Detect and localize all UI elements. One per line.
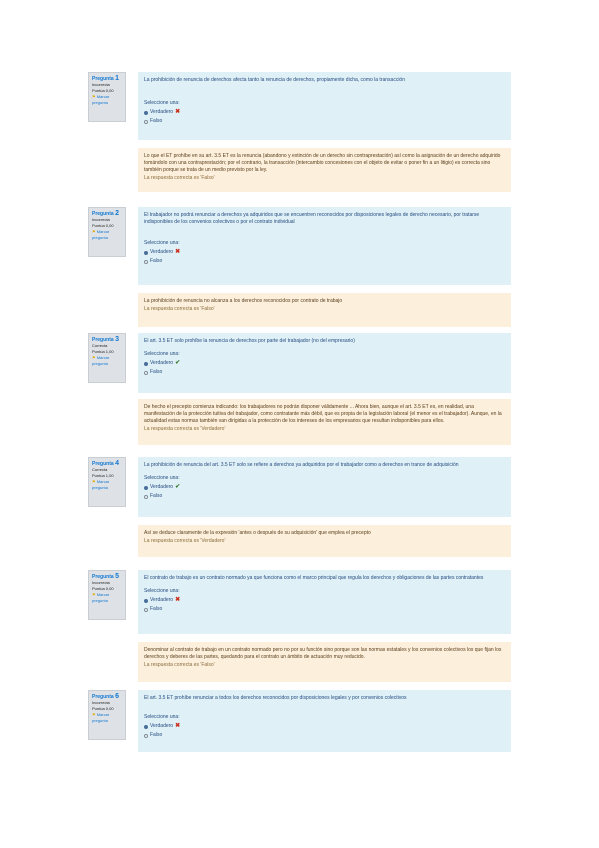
radio-button[interactable] bbox=[144, 120, 148, 124]
question-text: El trabajador no podrá renunciar a derechos ya adquiridos que se encuentren reconocidos por disposiciones legales de derecho necesario, por tratarse indisponibles de los convenios colectivos o por el contrato individual bbox=[144, 212, 480, 225]
answer-option-true[interactable]: Verdadero ✔ bbox=[144, 484, 505, 491]
correct-icon: ✔ bbox=[175, 484, 181, 490]
answer-option-true[interactable]: Verdadero ✖ bbox=[144, 249, 505, 256]
feedback-text: Lo que el ET prohíbe en su art. 3.5 ET es la renuncia (abandono y extinción de un derecho sin contraprestación) así como la asignación de un derecho adquirido tomándolo con una contraprestación; por el contrario, la transacción (intercambio concesiones con el objeto de evitar o poner fin a un litigio) es correcta sino también porque se trata de un medio previsto por la ley. bbox=[144, 153, 501, 173]
radio-button[interactable] bbox=[144, 371, 148, 375]
radio-button[interactable] bbox=[144, 486, 148, 490]
question-feedback bbox=[138, 293, 511, 327]
question-info bbox=[88, 457, 126, 507]
correct-answer: La respuesta correcta es 'Falso' bbox=[144, 662, 215, 668]
flag-question-button[interactable]: ⚑ Marcar pregunta bbox=[92, 355, 110, 366]
flag-icon: ⚑ bbox=[92, 355, 96, 360]
question-feedback bbox=[138, 399, 511, 445]
question-score: Puntúa 0,00 bbox=[92, 706, 114, 711]
feedback-text: Así se deduce claramente de la expresión 'antes o después de su adquisición' que emplea el precepto bbox=[144, 530, 371, 536]
question-status: Correcta bbox=[92, 343, 108, 348]
question-score: Puntúa 1,00 bbox=[92, 349, 114, 354]
question-number: Pregunta 2 bbox=[92, 210, 119, 217]
question-status: Incorrecta bbox=[92, 217, 110, 222]
correct-answer: La respuesta correcta es 'Falso' bbox=[144, 175, 215, 181]
feedback-text: De hecho el precepto comienza indicando: los trabajadores no podrán disponer válidamente ... Ahora bien, aunque el art. 3.5 ET es, en realidad, una manifestación de la protección tuitiva del trabajador, como contratante más débil, que es propia de la legislación laboral (el menor es el trabajador). Aunque, en la actualidad estas normas también van dirigidas a la protección de los intereses de los empresarios que resultan indisponibles para ellos. bbox=[144, 404, 502, 424]
question-score: Puntúa 1,00 bbox=[92, 473, 114, 478]
question-text: El art. 3.5 ET solo prohíbe la renuncia de derechos por parte del trabajador (no del empresario) bbox=[144, 338, 355, 344]
question-number: Pregunta 4 bbox=[92, 460, 119, 467]
radio-button[interactable] bbox=[144, 362, 148, 366]
answer-prompt: Seleccione una: bbox=[144, 351, 180, 357]
radio-button[interactable] bbox=[144, 111, 148, 115]
answer-prompt: Seleccione una: bbox=[144, 100, 180, 106]
flag-icon: ⚑ bbox=[92, 229, 96, 234]
question-status: Incorrecta bbox=[92, 82, 110, 87]
answer-prompt: Seleccione una: bbox=[144, 588, 180, 594]
radio-button[interactable] bbox=[144, 260, 148, 264]
incorrect-icon: ✖ bbox=[175, 109, 181, 115]
answer-prompt: Seleccione una: bbox=[144, 714, 180, 720]
radio-button[interactable] bbox=[144, 608, 148, 612]
question-content bbox=[138, 207, 511, 285]
answer-option-true[interactable]: Verdadero ✖ bbox=[144, 723, 505, 730]
question-number: Pregunta 5 bbox=[92, 573, 119, 580]
question-number: Pregunta 3 bbox=[92, 336, 119, 343]
radio-button[interactable] bbox=[144, 734, 148, 738]
incorrect-icon: ✖ bbox=[175, 723, 181, 729]
question-info bbox=[88, 570, 126, 620]
question-content bbox=[138, 457, 511, 517]
radio-button[interactable] bbox=[144, 725, 148, 729]
question-text: La prohibición de renuncia de derechos afecta tanto la renuncia de derechos, propiamente dicha, como la transacción bbox=[144, 77, 405, 83]
radio-button[interactable] bbox=[144, 599, 148, 603]
answer-option-false[interactable]: Falso bbox=[144, 606, 505, 613]
question-status: Correcta bbox=[92, 467, 108, 472]
answer-option-false[interactable]: Falso bbox=[144, 258, 505, 265]
question-info bbox=[88, 72, 126, 122]
feedback-text: La prohibición de renuncia no alcanza a los derechos reconocidos por contrato de trabajo bbox=[144, 298, 343, 304]
answer-option-true[interactable]: Verdadero ✖ bbox=[144, 597, 505, 604]
answer-option-false[interactable]: Falso bbox=[144, 732, 505, 739]
question-content bbox=[138, 333, 511, 393]
flag-question-button[interactable]: ⚑ Marcar pregunta bbox=[92, 229, 110, 240]
flag-question-button[interactable]: ⚑ Marcar pregunta bbox=[92, 712, 110, 723]
answer-option-false[interactable]: Falso bbox=[144, 493, 505, 500]
question-info bbox=[88, 333, 126, 383]
question-score: Puntúa 0,00 bbox=[92, 223, 114, 228]
correct-answer: La respuesta correcta es 'Verdadero' bbox=[144, 538, 226, 544]
flag-icon: ⚑ bbox=[92, 712, 96, 717]
question-number: Pregunta 1 bbox=[92, 75, 119, 82]
flag-icon: ⚑ bbox=[92, 94, 96, 99]
question-score: Puntúa 0,00 bbox=[92, 88, 114, 93]
flag-question-button[interactable]: ⚑ Marcar pregunta bbox=[92, 94, 110, 105]
answer-option-true[interactable]: Verdadero ✔ bbox=[144, 360, 505, 367]
question-info bbox=[88, 207, 126, 257]
flag-icon: ⚑ bbox=[92, 479, 96, 484]
question-content bbox=[138, 570, 511, 634]
question-feedback bbox=[138, 525, 511, 557]
flag-question-button[interactable]: ⚑ Marcar pregunta bbox=[92, 479, 110, 490]
question-text: El art. 3.5 ET prohíbe renunciar a todos los derechos reconocidos por disposiciones legales y por convenios colectivos bbox=[144, 695, 407, 701]
answer-option-true[interactable]: Verdadero ✖ bbox=[144, 109, 505, 116]
question-status: Incorrecta bbox=[92, 580, 110, 585]
question-content bbox=[138, 72, 511, 140]
correct-icon: ✔ bbox=[175, 360, 181, 366]
question-text: La prohibición de renuncia del art. 3.5 ET solo se refiere a derechos ya adquiridos por el trabajador como a derechos en trance de adquisición bbox=[144, 462, 459, 468]
feedback-text: Denominar al contrato de trabajo en un contrato normado pero no por su función sino porque son las normas estatales y los convenios colectivos los que fijan los derechos y deberes de las partes, quedando para el contrato un ámbito de actuación muy reducido. bbox=[144, 647, 502, 660]
question-info bbox=[88, 690, 126, 740]
incorrect-icon: ✖ bbox=[175, 249, 181, 255]
answer-option-false[interactable]: Falso bbox=[144, 118, 505, 125]
correct-answer: La respuesta correcta es 'Verdadero' bbox=[144, 426, 226, 432]
correct-answer: La respuesta correcta es 'Falso' bbox=[144, 306, 215, 312]
question-status: Incorrecta bbox=[92, 700, 110, 705]
question-text: El contrato de trabajo es un contrato normado ya que funciona como el marco principal que regula los derechos y obligaciones de las partes contratantes bbox=[144, 575, 484, 581]
question-feedback bbox=[138, 642, 511, 682]
flag-icon: ⚑ bbox=[92, 592, 96, 597]
answer-option-false[interactable]: Falso bbox=[144, 369, 505, 376]
question-score: Puntúa 0,00 bbox=[92, 586, 114, 591]
question-number: Pregunta 6 bbox=[92, 693, 119, 700]
answer-prompt: Seleccione una: bbox=[144, 475, 180, 481]
question-content bbox=[138, 690, 511, 752]
radio-button[interactable] bbox=[144, 251, 148, 255]
incorrect-icon: ✖ bbox=[175, 597, 181, 603]
answer-prompt: Seleccione una: bbox=[144, 240, 180, 246]
radio-button[interactable] bbox=[144, 495, 148, 499]
question-feedback bbox=[138, 148, 511, 192]
flag-question-button[interactable]: ⚑ Marcar pregunta bbox=[92, 592, 110, 603]
